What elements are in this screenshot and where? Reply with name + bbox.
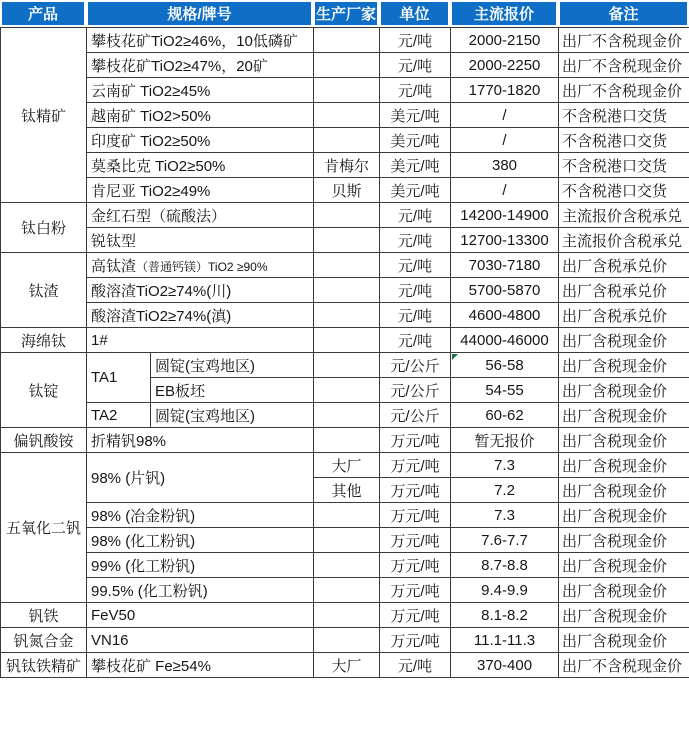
cell-note: 出厂含税现金价 [559,378,689,403]
cell-note: 出厂含税现金价 [559,603,689,628]
cell-note: 不含税港口交货 [559,153,689,178]
cell-product: 钛精矿 [1,28,87,203]
cell-spec: 98% (化工粉钒) [87,528,314,553]
cell-price: 7030-7180 [451,253,559,278]
table-row [1,103,689,128]
cell-price: 4600-4800 [451,303,559,328]
cell-manufacturer [314,503,380,528]
cell-spec: 攀枝花矿TiO2≥47%，20矿 [87,53,314,78]
cell-product: 五氧化二钒 [1,453,87,603]
table-row [1,28,689,53]
table-row [1,603,689,628]
table-row [1,53,689,78]
cell-spec: 肯尼亚 TiO2≥49% [87,178,314,203]
cell-price: / [451,103,559,128]
cell-note: 出厂含税现金价 [559,628,689,653]
table-row [1,228,689,253]
cell-spec: 酸溶渣TiO2≥74%(川) [87,278,314,303]
cell-unit: 元/吨 [380,253,451,278]
table-row [1,128,689,153]
cell-unit: 元/吨 [380,28,451,53]
cell-spec-grade: TA2 [87,403,151,428]
cell-manufacturer [314,353,380,378]
cell-manufacturer: 肯梅尔 [314,153,380,178]
cell-price: 7.6-7.7 [451,528,559,553]
cell-price: 2000-2250 [451,53,559,78]
cell-unit: 万元/吨 [380,503,451,528]
cell-unit: 万元/吨 [380,428,451,453]
cell-product: 海绵钛 [1,328,87,353]
cell-price: 12700-13300 [451,228,559,253]
cell-manufacturer [314,378,380,403]
cell-note: 不含税港口交货 [559,103,689,128]
cell-note: 出厂含税现金价 [559,528,689,553]
cell-manufacturer [314,228,380,253]
cell-note: 出厂含税承兑价 [559,303,689,328]
cell-note: 出厂含税现金价 [559,403,689,428]
table-row [1,528,689,553]
cell-price: 2000-2150 [451,28,559,53]
cell-spec: 98% (片钒) [87,453,314,503]
spec-main: 高钛渣 [91,257,137,275]
table-row [1,253,689,278]
cell-price: 7.2 [451,478,559,503]
cell-unit: 万元/吨 [380,453,451,478]
cell-manufacturer [314,528,380,553]
cell-product: 钛渣 [1,253,87,328]
cell-manufacturer [314,578,380,603]
table-row [1,403,689,428]
cell-spec-form: 圆锭(宝鸡地区) [151,353,314,378]
cell-manufacturer [314,78,380,103]
cell-price: 暂无报价 [451,428,559,453]
cell-price: 8.1-8.2 [451,603,559,628]
cell-note: 不含税港口交货 [559,128,689,153]
cell-spec: 攀枝花矿TiO2≥46%，10低磷矿 [87,28,314,53]
cell-price: 8.7-8.8 [451,553,559,578]
cell-spec: 锐钛型 [87,228,314,253]
cell-unit: 万元/吨 [380,603,451,628]
cell-product: 钒氮合金 [1,628,87,653]
header-note: 备注 [558,0,689,27]
table-row [1,453,689,478]
cell-price: 370-400 [451,653,559,678]
header-product: 产品 [0,0,86,27]
table-row [1,353,689,378]
table-row [1,203,689,228]
table-row [1,328,689,353]
header-unit: 单位 [379,0,450,27]
table-row [1,303,689,328]
table-row [1,428,689,453]
cell-spec: 99.5% (化工粉钒) [87,578,314,603]
table-row [1,578,689,603]
cell-unit: 美元/吨 [380,103,451,128]
cell-note: 主流报价含税承兑 [559,228,689,253]
cell-spec: 莫桑比克 TiO2≥50% [87,153,314,178]
cell-unit: 万元/吨 [380,628,451,653]
cell-note: 主流报价含税承兑 [559,203,689,228]
cell-unit: 美元/吨 [380,128,451,153]
cell-note: 不含税港口交货 [559,178,689,203]
table-row [1,153,689,178]
cell-product: 钒铁 [1,603,87,628]
cell-note: 出厂含税现金价 [559,353,689,378]
cell-manufacturer: 贝斯 [314,178,380,203]
table-row [1,628,689,653]
cell-note: 出厂含税现金价 [559,328,689,353]
cell-unit: 元/公斤 [380,403,451,428]
cell-unit: 元/吨 [380,328,451,353]
cell-spec: 攀枝花矿 Fe≥54% [87,653,314,678]
cell-spec: 酸溶渣TiO2≥74%(滇) [87,303,314,328]
cell-manufacturer [314,28,380,53]
cell-manufacturer [314,103,380,128]
table-header-row [0,0,689,27]
cell-spec-form: EB板坯 [151,378,314,403]
cell-unit: 万元/吨 [380,528,451,553]
spec-detail: （普通钙镁）TiO2 ≥90% [136,259,268,274]
cell-unit: 万元/吨 [380,478,451,503]
cell-note: 出厂含税现金价 [559,428,689,453]
cell-manufacturer [314,628,380,653]
cell-manufacturer [314,403,380,428]
table-row [1,503,689,528]
cell-manufacturer: 大厂 [314,653,380,678]
cell-price: 7.3 [451,453,559,478]
table-row [1,178,689,203]
cell-price: 54-55 [451,378,559,403]
cell-unit: 元/吨 [380,228,451,253]
cell-price: 9.4-9.9 [451,578,559,603]
cell-note: 出厂不含税现金价 [559,78,689,103]
cell-spec: 云南矿 TiO2≥45% [87,78,314,103]
cell-price: / [451,128,559,153]
cell-manufacturer [314,303,380,328]
cell-price: 60-62 [451,403,559,428]
cell-unit: 万元/吨 [380,553,451,578]
cell-spec: FeV50 [87,603,314,628]
cell-spec: 折精钒98% [87,428,314,453]
price-table [0,27,689,678]
table-row [1,278,689,303]
cell-manufacturer: 其他 [314,478,380,503]
cell-price: 5700-5870 [451,278,559,303]
cell-note: 出厂含税现金价 [559,553,689,578]
cell-note: 出厂含税承兑价 [559,253,689,278]
cell-manufacturer [314,53,380,78]
comment-marker-icon [452,354,458,360]
cell-unit: 美元/吨 [380,178,451,203]
cell-unit: 美元/吨 [380,153,451,178]
cell-note: 出厂不含税现金价 [559,28,689,53]
cell-product: 偏钒酸铵 [1,428,87,453]
cell-unit: 元/吨 [380,78,451,103]
cell-unit: 万元/吨 [380,578,451,603]
cell-price: 1770-1820 [451,78,559,103]
cell-note: 出厂含税承兑价 [559,278,689,303]
cell-manufacturer [314,603,380,628]
cell-note: 出厂不含税现金价 [559,53,689,78]
cell-unit: 元/公斤 [380,353,451,378]
cell-manufacturer [314,553,380,578]
cell-product: 钒钛铁精矿 [1,653,87,678]
cell-note: 出厂含税现金价 [559,453,689,478]
cell-spec [87,253,314,278]
cell-spec-grade: TA1 [87,353,151,403]
cell-manufacturer [314,278,380,303]
table-row [1,653,689,678]
price-value: 56-58 [485,356,524,374]
cell-spec: 99% (化工粉钒) [87,553,314,578]
cell-product: 钛白粉 [1,203,87,253]
cell-spec: VN16 [87,628,314,653]
cell-price: 44000-46000 [451,328,559,353]
table-row [1,78,689,103]
cell-manufacturer [314,203,380,228]
cell-manufacturer [314,253,380,278]
cell-note: 出厂含税现金价 [559,503,689,528]
cell-note: 出厂含税现金价 [559,578,689,603]
cell-price [451,353,559,378]
cell-price: 11.1-11.3 [451,628,559,653]
cell-note: 出厂含税现金价 [559,478,689,503]
cell-unit: 元/吨 [380,303,451,328]
cell-spec: 印度矿 TiO2≥50% [87,128,314,153]
cell-spec-form: 圆锭(宝鸡地区) [151,403,314,428]
cell-spec: 金红石型（硫酸法） [87,203,314,228]
cell-manufacturer [314,428,380,453]
table-row [1,553,689,578]
cell-manufacturer: 大厂 [314,453,380,478]
cell-spec: 98% (冶金粉钒) [87,503,314,528]
cell-price: 14200-14900 [451,203,559,228]
cell-unit: 元/吨 [380,203,451,228]
header-manufacturer: 生产厂家 [313,0,379,27]
cell-product: 钛锭 [1,353,87,428]
cell-price: 380 [451,153,559,178]
cell-price: 7.3 [451,503,559,528]
cell-unit: 元/公斤 [380,378,451,403]
header-price: 主流报价 [450,0,558,27]
header-spec: 规格/牌号 [86,0,313,27]
cell-manufacturer [314,328,380,353]
cell-note: 出厂不含税现金价 [559,653,689,678]
cell-unit: 元/吨 [380,53,451,78]
cell-unit: 元/吨 [380,278,451,303]
cell-unit: 元/吨 [380,653,451,678]
cell-price: / [451,178,559,203]
cell-manufacturer [314,128,380,153]
cell-spec: 1# [87,328,314,353]
cell-spec: 越南矿 TiO2>50% [87,103,314,128]
